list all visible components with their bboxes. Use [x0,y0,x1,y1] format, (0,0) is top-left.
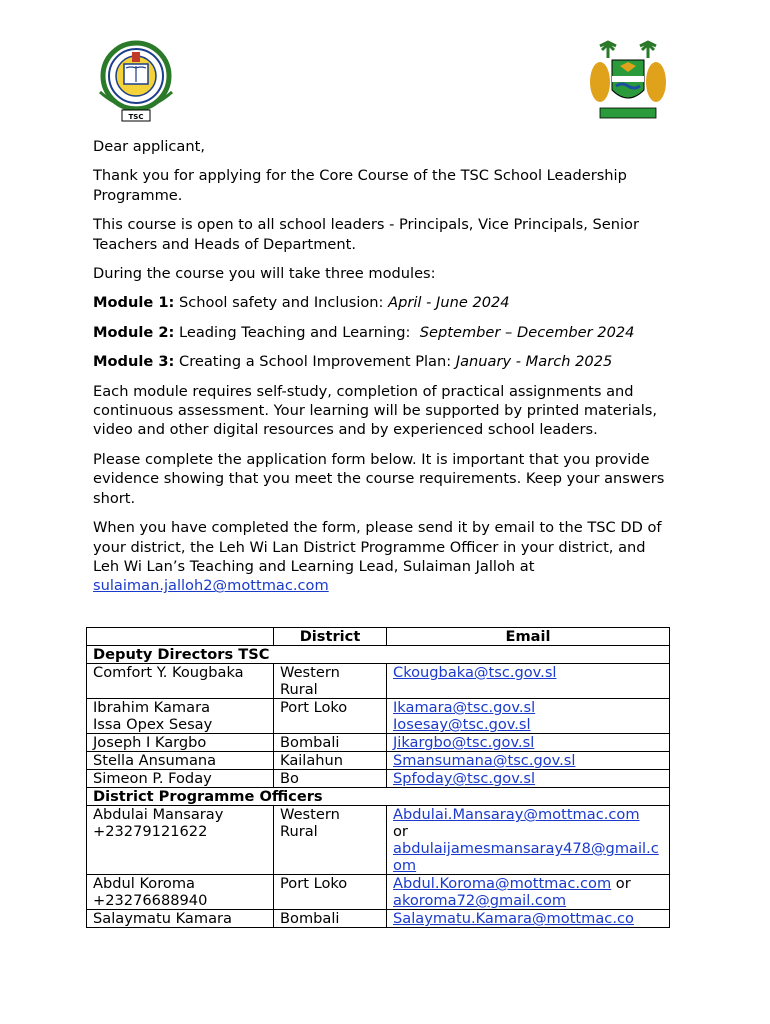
module-1-title: School safety and Inclusion: [174,294,389,312]
table-row [87,699,670,734]
email-link[interactable]: Jikargbo@tsc.gov.sl [393,734,535,751]
contact-district: Western Rural [274,806,387,875]
table-row [87,910,670,928]
table-row [87,770,670,788]
or-text: or [393,823,408,840]
module-3 [93,352,673,371]
sierra-leone-coat-of-arms-icon [586,40,670,124]
contact-name: Joseph I Kargbo [87,734,274,752]
email-link[interactable]: Ikamara@tsc.gov.sl [393,699,536,716]
contact-name-1: Abdul Koroma [93,875,195,892]
email-link[interactable]: Abdul.Koroma@mottmac.com [393,875,612,892]
contact-name [87,699,274,734]
module-3-dates: January - March 2025 [455,353,613,371]
email-link[interactable]: Ckougbaka@tsc.gov.sl [393,664,557,681]
contact-district: Kailahun [274,752,387,770]
paragraph-eligibility: This course is open to all school leaders - Principals, Vice Principals, Senior Teachers and Heads of Department. [93,216,639,253]
module-2-title: Leading Teaching and Learning: [174,323,420,341]
module-3-label: Module 3: [93,353,175,371]
or-text: or [611,875,631,892]
submission-text: When you have completed the form, please send it by email to the TSC DD of your district, the Leh Wi Lan District Programme Officer in your district, and Leh Wi Lan’s Teaching and Learning Lead, Sulaiman Jalloh at [93,519,662,575]
paragraph-application: Please complete the application form below. It is important that you provide evidence showing that you meet the course requirements. Keep your answers short. [93,450,665,507]
contact-name-1: Abdulai Mansaray [93,806,224,823]
module-2-dates: September – December 2024 [419,323,635,341]
contact-name [87,875,274,910]
module-2-label: Module 2: [93,323,175,341]
email-link[interactable]: Smansumana@tsc.gov.sl [393,752,576,769]
paragraph-modules-intro: During the course you will take three modules: [93,265,436,283]
contact-district: Bo [274,770,387,788]
contact-name: Simeon P. Foday [87,770,274,788]
paragraph-submission [93,518,673,596]
contact-email-cell [387,875,670,910]
letter-body [93,137,673,606]
contact-email-cell [387,664,670,699]
contact-email-cell [387,699,670,734]
paragraph-thanks: Thank you for applying for the Core Course of the TSC School Leadership Programme. [93,167,627,204]
contact-email-cell [387,734,670,752]
module-1-dates: April - June 2024 [388,294,510,312]
table-row [87,875,670,910]
contact-name: Stella Ansumana [87,752,274,770]
table-row [87,734,670,752]
greeting: Dear applicant, [93,138,205,155]
header-name [87,628,274,646]
contact-email-cell [387,910,670,928]
table-row [87,664,670,699]
tsc-logo-tag: TSC [128,113,144,121]
email-link[interactable]: abdulaijamesmansaray478@gmail.com [393,840,659,874]
contact-name: Salaymatu Kamara [87,910,274,928]
contact-district: Western Rural [274,664,387,699]
table-row [87,806,670,875]
contact-name [87,806,274,875]
contact-district: Bombali [274,910,387,928]
contact-district: Bombali [274,734,387,752]
section-row [87,788,670,806]
module-1 [93,293,673,312]
contact-phone: +23279121622 [93,823,208,840]
contacts-table [86,627,670,928]
sulaiman-email-link[interactable]: sulaiman.jalloh2@mottmac.com [93,577,329,595]
header-district: District [274,628,387,646]
contact-district: Port Loko [274,699,387,734]
section-district-programme-officers: District Programme Officers [87,788,670,806]
tsc-emblem-icon [92,40,184,124]
email-link[interactable]: akoroma72@gmail.com [393,892,567,909]
table-row [87,752,670,770]
section-row [87,646,670,664]
module-3-title: Creating a School Improvement Plan: [174,353,456,371]
paragraph-requirements: Each module requires self-study, completion of practical assignments and continuous assessment. Your learning will be supported by printed materials, video and other digital resources and by experienced school leaders. [93,382,658,439]
email-link[interactable]: Salaymatu.Kamara@mottmac.co [393,910,634,927]
module-2 [93,323,673,342]
coat-of-arms-logo [586,40,670,124]
email-link[interactable]: Abdulai.Mansaray@mottmac.com [393,806,640,823]
contact-name-1: Ibrahim Kamara [93,699,211,716]
contact-email-cell [387,770,670,788]
email-link[interactable]: Iosesay@tsc.gov.sl [393,716,531,733]
contact-district: Port Loko [274,875,387,910]
contact-email-cell [387,752,670,770]
email-link[interactable]: Spfoday@tsc.gov.sl [393,770,536,787]
contact-name-2: Issa Opex Sesay [93,716,213,733]
section-deputy-directors: Deputy Directors TSC [87,646,670,664]
contact-email-cell [387,806,670,875]
contact-phone: +23276688940 [93,892,208,909]
header-email: Email [387,628,670,646]
contact-name: Comfort Y. Kougbaka [87,664,274,699]
tsc-logo [92,40,184,124]
module-1-label: Module 1: [93,294,175,312]
table-header-row [87,628,670,646]
